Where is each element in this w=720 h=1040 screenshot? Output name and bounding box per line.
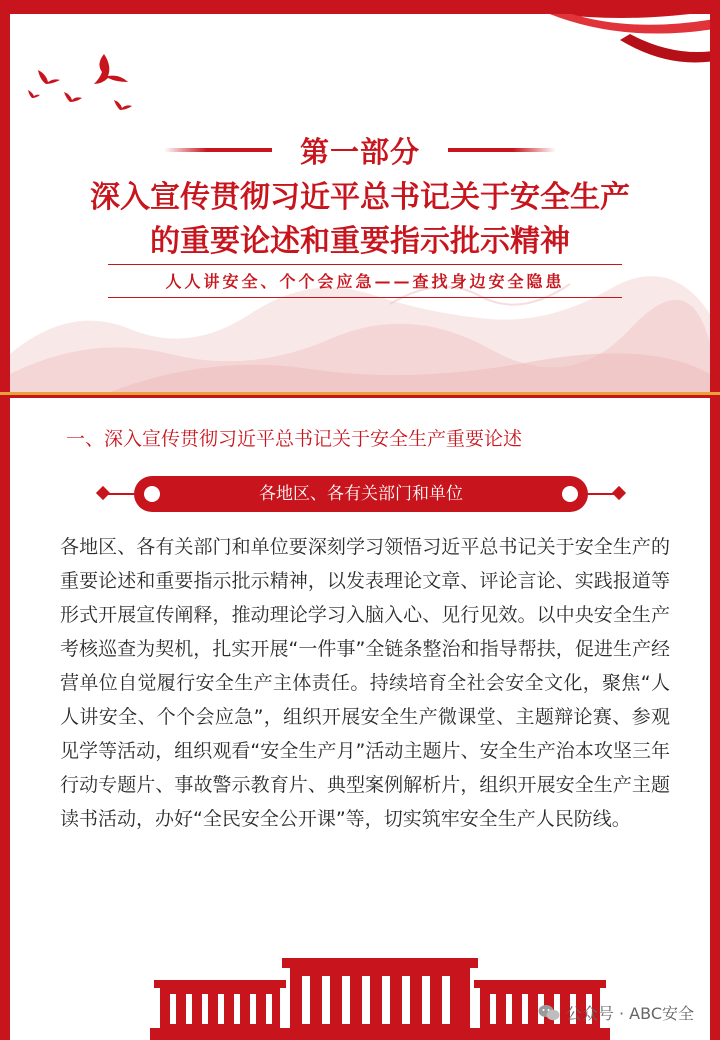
- watermark: [538, 1001, 694, 1024]
- part-title: 第一部分: [299, 134, 420, 169]
- right-divider-line: [448, 148, 556, 152]
- diamond-right-icon: [612, 486, 626, 500]
- main-title-line-1: 深入宣传贯彻习近平总书记关于安全生产: [90, 180, 630, 215]
- red-ribbon-decoration: [450, 14, 710, 80]
- slogan-banner: 人人讲安全、个个会应急——查找身边安全隐患: [108, 264, 622, 298]
- main-title-line-2: 的重要论述和重要指示批示精神: [150, 224, 570, 259]
- subheading-pill-label: 各地区、各有关部门和单位: [259, 484, 463, 504]
- part-title-row: [10, 130, 710, 170]
- flying-doves-decoration: [24, 44, 144, 124]
- great-hall-building-illustration: [150, 958, 610, 1040]
- header-card: [10, 14, 710, 392]
- pill-left-dot-icon: [144, 486, 160, 502]
- section-heading: 一、深入宣传贯彻习近平总书记关于安全生产重要论述: [66, 428, 523, 450]
- body-paragraph: 各地区、各有关部门和单位要深刻学习领悟习近平总书记关于安全生产的重要论述和重要指示批示精神，以发表理论文章、评论言论、实践报道等形式开展宣传阐释，推动理论学习入脑入心、见行见效。以中央安全生产考核巡查为契机，扎实开展“一件事”全链条整治和指导帮扶，促进生产经营单位自觉履行安全生产主体责任。持续培育全社会安全文化，聚焦“人人讲安全、个个会应急”，组织开展安全生产微课堂、主题辩论赛、参观见学等活动，组织观看“安全生产月”活动主题片、安全生产治本攻坚三年行动专题片、事故警示教育片、典型案例解析片，组织开展安全生产主题读书活动，办好“全民安全公开课”等，切实筑牢安全生产人民防线。: [60, 536, 670, 830]
- gold-separator-line: [0, 392, 720, 395]
- content-card: [10, 398, 710, 1040]
- left-divider-line: [164, 148, 272, 152]
- main-title: [10, 176, 710, 264]
- subheading-pill-row: [98, 476, 624, 512]
- wechat-icon: [538, 1004, 560, 1022]
- pill-right-dot-icon: [562, 486, 578, 502]
- watermark-text: 公众号 · ABC安全: [565, 1004, 694, 1023]
- subheading-pill: [134, 476, 588, 512]
- pill-left-line: [104, 493, 136, 495]
